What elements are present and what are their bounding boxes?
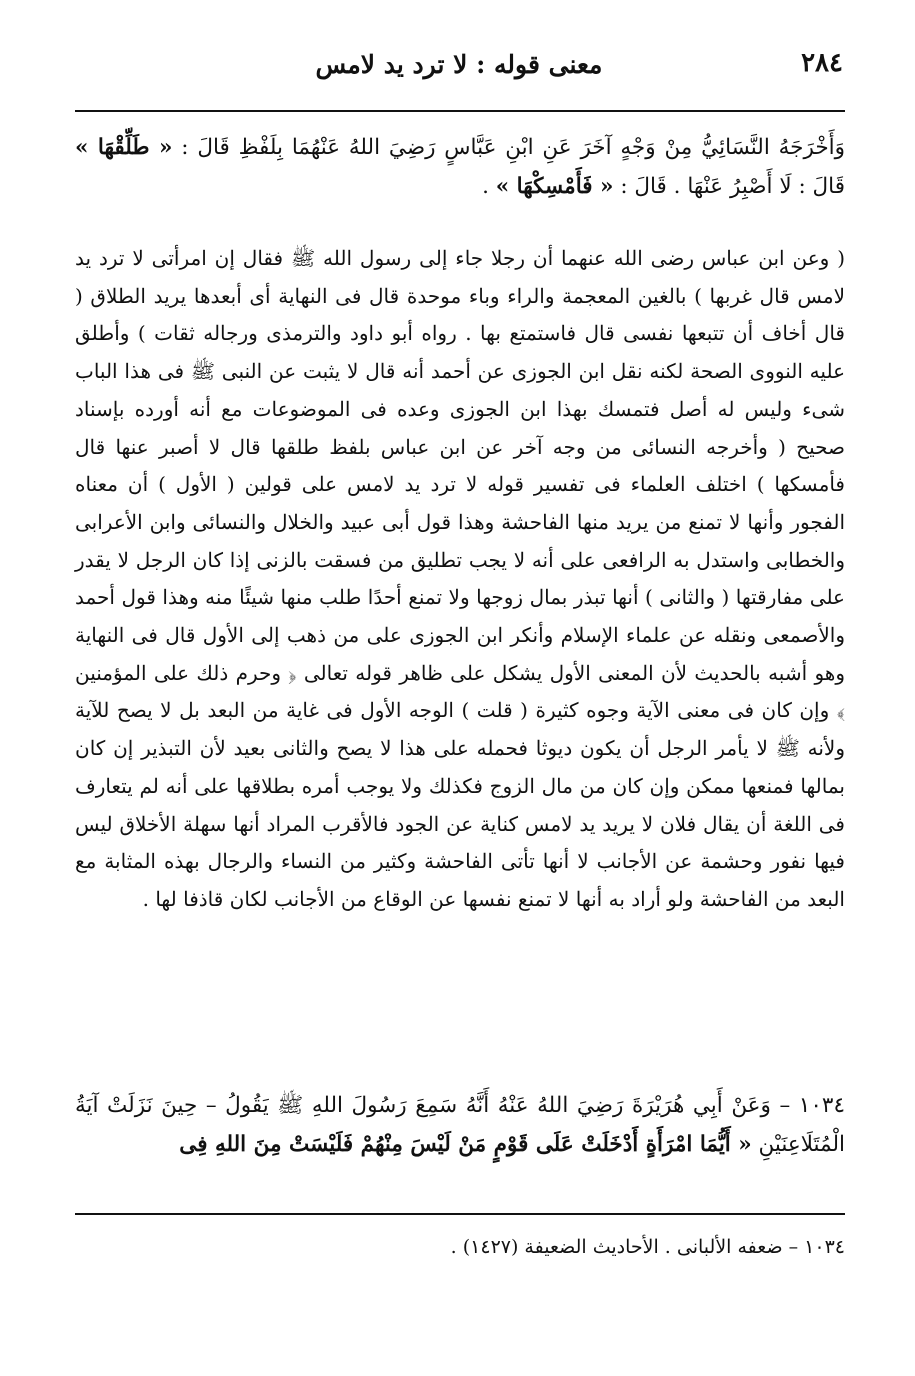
running-title: معنى قوله : لا ترد يد لامس — [315, 50, 603, 79]
footnote-text: – ضعفه الألبانى . الأحاديث الضعيفة (١٤٢٧) . — [450, 1236, 799, 1258]
hadith-quote: « أَيُّمَا امْرَأَةٍ أَدْخَلَتْ عَلَى قَوْمٍ مَنْ لَيْسَ مِنْهُمْ فَلَيْسَتْ مِنَ اللهِ فِى — [179, 1132, 752, 1157]
header-rule — [75, 110, 845, 112]
hadith-text: قَالَ : لَا أَصْبِرُ عَنْهَا . قَالَ : — [620, 174, 845, 199]
hadith-1034 — [75, 1086, 845, 1164]
commentary-paragraph: ( وعن ابن عباس رضى الله عنهما أن رجلا جاء إلى رسول الله ﷺ فقال إن امرأتى لا ترد يد لامس قال غربها ) بالغين المعجمة والراء وباء موحدة قال فى النهاية أى أبعدها يريد الطلاق ( قال أخاف أن تتبعها نفسى قال فاستمتع بها . رواه أبو داود والترمذى ورجاله ثقات ) وأطلق عليه النووى الصحة لكنه نقل ابن الجوزى عن أحمد أنه قال لا يثبت عن النبى ﷺ فى هذا الباب شىء وليس له أصل فتمسك بهذا ابن الجوزى وعده فى الموضوعات مع أنه أورده بإسناد صحيح ( وأخرجه النسائى من وجه آخر عن ابن عباس بلفظ طلقها قال لا أصبر عنها قال فأمسكها ) اختلف العلماء فى تفسير قوله لا ترد يد لامس على قولين ( الأول ) أن معناه الفجور وأنها لا تمنع من يريد منها الفاحشة وهذا قول أبى عبيد والخلال والنسائى وابن الأعرابى والخطابى واستدل به الرافعى على أنه لا يجب تطليق من فسقت بالزنى إذا كان الرجل لا يقدر على مفارقتها ( والثانى ) أنها تبذر بمال زوجها ولا تمنع أحدًا طلب منها شيئًا منه وهذا قول أحمد والأصمعى ونقله عن علماء الإسلام وأنكر ابن الجوزى على من ذهب إلى الأول قال فى النهاية وهو أشبه بالحديث لأن المعنى الأول يشكل على ظاهر قوله تعالى ﴿ وحرم ذلك على المؤمنين ﴾ وإن كان فى معنى الآية وجوه كثيرة ( قلت ) الوجه الأول فى غاية من البعد بل لا يصح للآية ولأنه ﷺ لا يأمر الرجل أن يكون ديوثا فحمله على هذا لا يصح والثانى بعيد لأن التبذير إن كان بمالها فمنعها ممكن وإن كان من مال الزوج فكذلك ولا يوجب أمره بطلاقها على أنه لم يتعارف فى اللغة أن يقال فلان لا يريد يد لامس كناية عن الجود فالأقرب المراد أنها سهلة الأخلاق ليس فيها نفور وحشمة عن الأجانب لا أنها تأتى الفاحشة وكثير من النساء والرجال بهذه المثابة مع البعد من الفاحشة ولو أراد به أنها لا تمنع نفسها عن الوقاع من الأجانب لكان قاذفا لها . — [75, 246, 845, 911]
hadith-1034-preceding-text — [75, 128, 845, 206]
book-page — [75, 40, 843, 98]
hadith-end: . — [482, 174, 489, 199]
footnote-number: ١٠٣٤ — [804, 1236, 845, 1258]
footnote-rule — [75, 1213, 845, 1215]
hadith-quote: « طَلِّقْهَا » — [75, 135, 173, 160]
hadith-quote: « فَأَمْسِكْهَا » — [495, 174, 614, 199]
hadith-text: وَأَخْرَجَهُ النَّسَائِيُّ مِنْ وَجْهٍ آخَرَ عَنِ ابْنِ عَبَّاسٍ رَضِيَ اللهُ عَنْهُمَا بِلَفْظِ قَالَ : — [181, 135, 845, 160]
hadith-number: ١٠٣٤ — [798, 1093, 845, 1118]
page-number: ٢٨٤ — [801, 48, 843, 78]
footnote — [75, 1232, 845, 1262]
hadith-text: – وَعَنْ أَبِي هُرَيْرَةَ رَضِيَ اللهُ عَنْهُ أَنَّهُ سَمِعَ رَسُولَ اللهِ ﷺ يَقُولُ – حِينَ نَزَلَتْ آيَةُ الْمُتَلَاعِنَيْنِ — [75, 1093, 845, 1157]
running-header — [75, 40, 843, 98]
